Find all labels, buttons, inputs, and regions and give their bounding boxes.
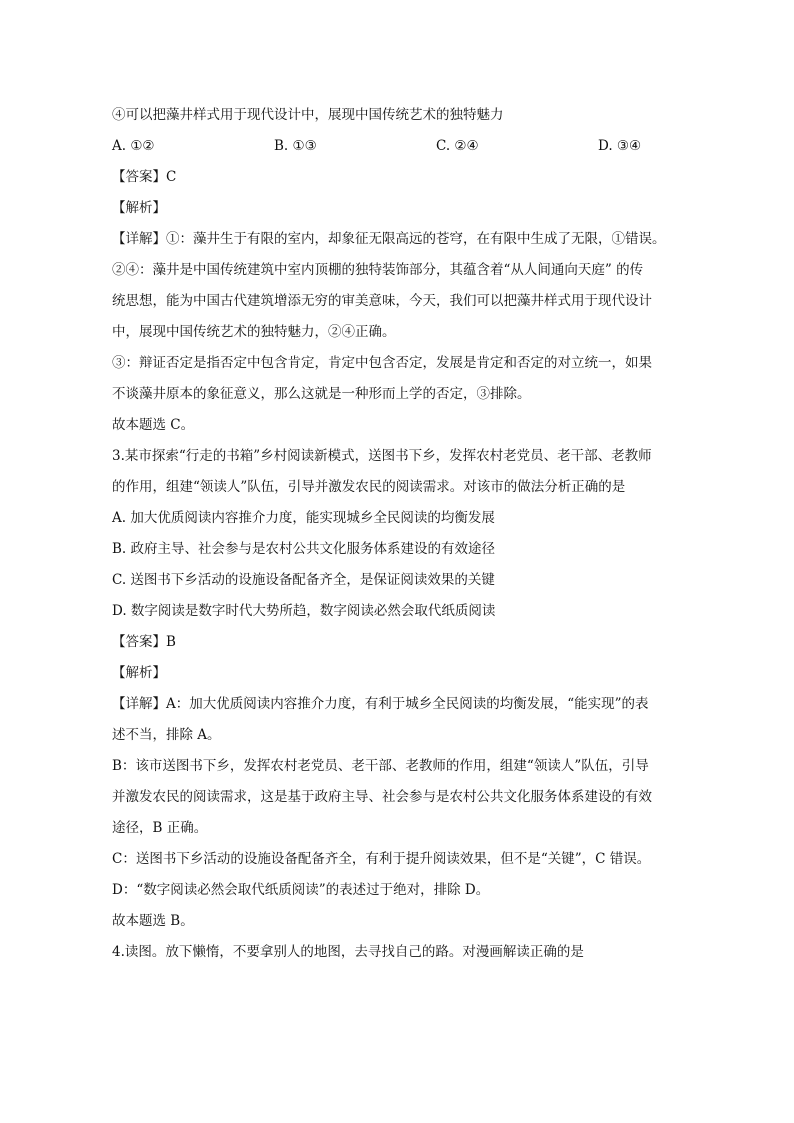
- document-page: [112, 100, 692, 968]
- q3-options: [112, 503, 692, 627]
- q3-option-c: C. 送图书下乡活动的设施设备配备齐全，是保证阅读效果的关键: [112, 572, 495, 588]
- q2-option-b: B. ①③: [274, 138, 317, 154]
- q2-analysis-label: 【解析】: [112, 200, 166, 216]
- q3-option-b: B. 政府主导、社会参与是农村公共文化服务体系建设的有效途径: [112, 541, 496, 557]
- q2-conclusion: 故本题选 C。: [112, 417, 195, 433]
- q2-option-d: D. ③④: [598, 138, 642, 154]
- q3-detail-line: 述不当，排除 A。: [112, 727, 221, 743]
- q3-stem: [112, 441, 692, 503]
- q3-conclusion: 故本题选 B。: [112, 913, 194, 929]
- q2-statement-4: ④可以把藻井样式用于现代设计中，展现中国传统艺术的独特魅力: [112, 107, 504, 123]
- q3-option-a: A. 加大优质阅读内容推介力度，能实现城乡全民阅读的均衡发展: [112, 510, 495, 526]
- q3-detail-line: B：该市送图书下乡，发挥农村老党员、老干部、老教师的作用，组建“领读人”队伍，引导: [112, 758, 649, 774]
- q2-detail-line: 【详解】①：藻井生于有限的室内，却象征无限高远的苍穹，在有限中生成了无限，①错误。: [112, 231, 666, 247]
- q3-stem-line: 的作用，组建“领读人”队伍，引导并激发农民的阅读需求。对该市的做法分析正确的是: [112, 479, 626, 495]
- q3-detail-line: 并激发农民的阅读需求，这是基于政府主导、社会参与是农村公共文化服务体系建设的有效: [112, 789, 652, 805]
- q3-stem-line: 3.某市探索“行走的书箱”乡村阅读新模式，送图书下乡，发挥农村老党员、老干部、老教师: [112, 448, 652, 464]
- q3-detail-line: C：送图书下乡活动的设施设备配备齐全，有利于提升阅读效果，但不是“关键”，C 错误。: [112, 851, 651, 867]
- q3-detail: [112, 689, 692, 937]
- q2-detail: [112, 224, 692, 441]
- q3-option-d: D. 数字阅读是数字时代大势所趋，数字阅读必然会取代纸质阅读: [112, 603, 496, 619]
- q2-detail-line: ②④：藻井是中国传统建筑中室内顶棚的独特装饰部分，其蕴含着“从人间通向天庭” 的传: [112, 262, 644, 278]
- q2-detail-line: 不谈藻井原本的象征意义，那么这就是一种形而上学的否定，③排除。: [112, 386, 531, 402]
- q3-detail-line: 【详解】A：加大优质阅读内容推介力度，有利于城乡全民阅读的均衡发展，“能实现”的表: [112, 696, 649, 712]
- q3-analysis-label: 【解析】: [112, 665, 166, 681]
- q2-option-a: A. ①②: [112, 138, 155, 154]
- q2-answer: 【答案】C: [112, 169, 177, 185]
- q3-detail-line: 途径，B 正确。: [112, 820, 208, 836]
- q2-detail-line: ③：辩证否定是指否定中包含肯定，肯定中包含否定，发展是肯定和否定的对立统一，如果: [112, 355, 652, 371]
- q3-answer: 【答案】B: [112, 634, 176, 650]
- q2-options: [112, 131, 692, 162]
- q2-detail-line: 中，展现中国传统艺术的独特魅力，②④正确。: [112, 324, 396, 340]
- q2-option-c: C. ②④: [436, 138, 479, 154]
- q4-stem: 4.读图。放下懒惰，不要拿别人的地图，去寻找自己的路。对漫画解读正确的是: [112, 944, 584, 960]
- q3-detail-line: D：“数字阅读必然会取代纸质阅读”的表述过于绝对，排除 D。: [112, 882, 490, 898]
- q2-detail-line: 统思想，能为中国古代建筑增添无穷的审美意味，今天，我们可以把藻井样式用于现代设计: [112, 293, 652, 309]
